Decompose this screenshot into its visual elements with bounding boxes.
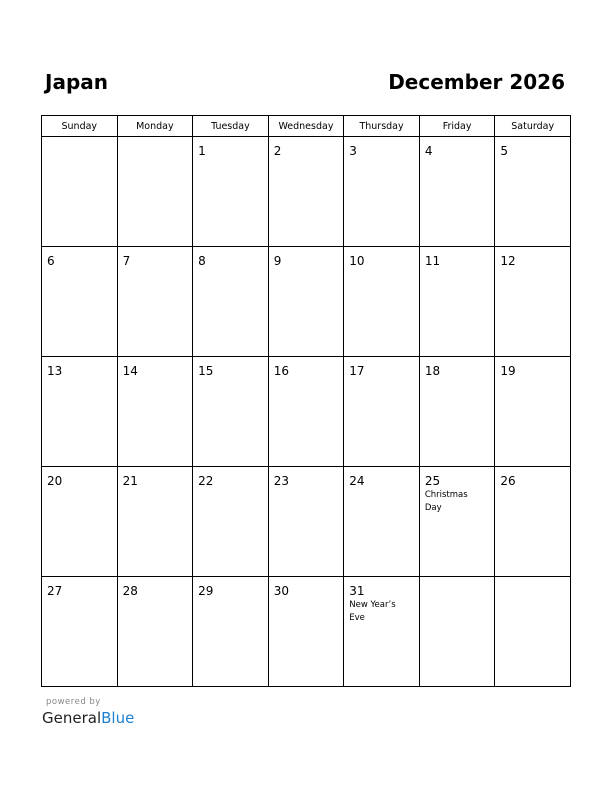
day-cell <box>495 137 571 247</box>
day-number: 2 <box>273 144 282 158</box>
day-cell <box>268 357 344 467</box>
day-cell <box>344 357 420 467</box>
weekday-wednesday: Wednesday <box>268 116 344 137</box>
day-cell <box>268 577 344 687</box>
day-cell <box>193 357 269 467</box>
weekday-tuesday: Tuesday <box>193 116 269 137</box>
day-cell <box>268 247 344 357</box>
day-number: 19 <box>500 364 516 378</box>
weekday-saturday: Saturday <box>495 116 571 137</box>
powered-by-text: powered by <box>46 697 101 707</box>
week-row-2 <box>42 247 571 357</box>
day-cell <box>193 467 269 577</box>
day-cell <box>193 247 269 357</box>
country-title: Japan <box>45 70 108 94</box>
day-number: 15 <box>198 364 214 378</box>
day-number: 1 <box>198 144 206 158</box>
day-number: 17 <box>349 364 365 378</box>
weekday-header-row <box>42 116 571 137</box>
week-row-5 <box>42 577 571 687</box>
day-cell <box>419 137 495 247</box>
day-number: 29 <box>198 584 214 598</box>
day-cell <box>495 467 571 577</box>
day-cell <box>344 247 420 357</box>
day-cell <box>495 577 571 687</box>
day-cell <box>117 357 193 467</box>
week-row-3 <box>42 357 571 467</box>
day-number: 12 <box>500 254 516 268</box>
week-row-1 <box>42 137 571 247</box>
weekday-friday: Friday <box>419 116 495 137</box>
holiday-label: Christmas Day <box>424 490 468 513</box>
day-cell <box>193 137 269 247</box>
day-cell <box>344 137 420 247</box>
day-cell <box>419 577 495 687</box>
day-number: 9 <box>273 254 282 268</box>
holiday-label: New Year’s Eve <box>349 600 396 623</box>
day-number: 3 <box>349 144 357 158</box>
day-cell <box>117 577 193 687</box>
day-number: 26 <box>500 474 516 488</box>
generalblue-logo[interactable] <box>42 709 134 727</box>
day-number: 21 <box>122 474 138 488</box>
day-number: 5 <box>500 144 509 158</box>
day-cell <box>42 247 118 357</box>
month-title: December 2026 <box>388 70 565 94</box>
weekday-sunday: Sunday <box>42 116 118 137</box>
day-number: 8 <box>198 254 206 268</box>
day-number: 27 <box>47 584 63 598</box>
day-number: 24 <box>349 474 365 488</box>
brand-general-text: General <box>42 709 102 727</box>
weekday-thursday: Thursday <box>344 116 420 137</box>
day-cell <box>42 357 118 467</box>
day-cell <box>193 577 269 687</box>
day-cell <box>419 247 495 357</box>
day-cell <box>344 467 420 577</box>
day-number: 10 <box>349 254 365 268</box>
day-number: 16 <box>273 364 289 378</box>
day-number: 22 <box>198 474 214 488</box>
day-cell <box>117 137 193 247</box>
day-number: 25 <box>424 474 441 488</box>
day-cell <box>117 467 193 577</box>
day-cell <box>495 247 571 357</box>
day-number: 30 <box>273 584 289 598</box>
day-number: 6 <box>47 254 55 268</box>
day-number: 28 <box>122 584 138 598</box>
weekday-monday: Monday <box>117 116 193 137</box>
day-cell <box>495 357 571 467</box>
week-row-4 <box>42 467 571 577</box>
day-number: 4 <box>424 144 433 158</box>
day-cell <box>268 467 344 577</box>
day-cell <box>42 137 118 247</box>
day-cell <box>419 467 495 577</box>
day-number: 20 <box>47 474 63 488</box>
day-number: 7 <box>122 254 131 268</box>
day-number: 13 <box>47 364 63 378</box>
day-number: 23 <box>273 474 289 488</box>
brand-blue-text: Blue <box>101 709 135 727</box>
day-cell <box>419 357 495 467</box>
day-cell <box>42 577 118 687</box>
day-cell <box>268 137 344 247</box>
day-number: 11 <box>424 254 441 268</box>
calendar-grid <box>41 115 571 687</box>
day-cell <box>344 577 420 687</box>
day-cell <box>117 247 193 357</box>
day-number: 18 <box>424 364 441 378</box>
day-number: 31 <box>349 584 365 598</box>
day-cell <box>42 467 118 577</box>
day-number: 14 <box>122 364 138 378</box>
